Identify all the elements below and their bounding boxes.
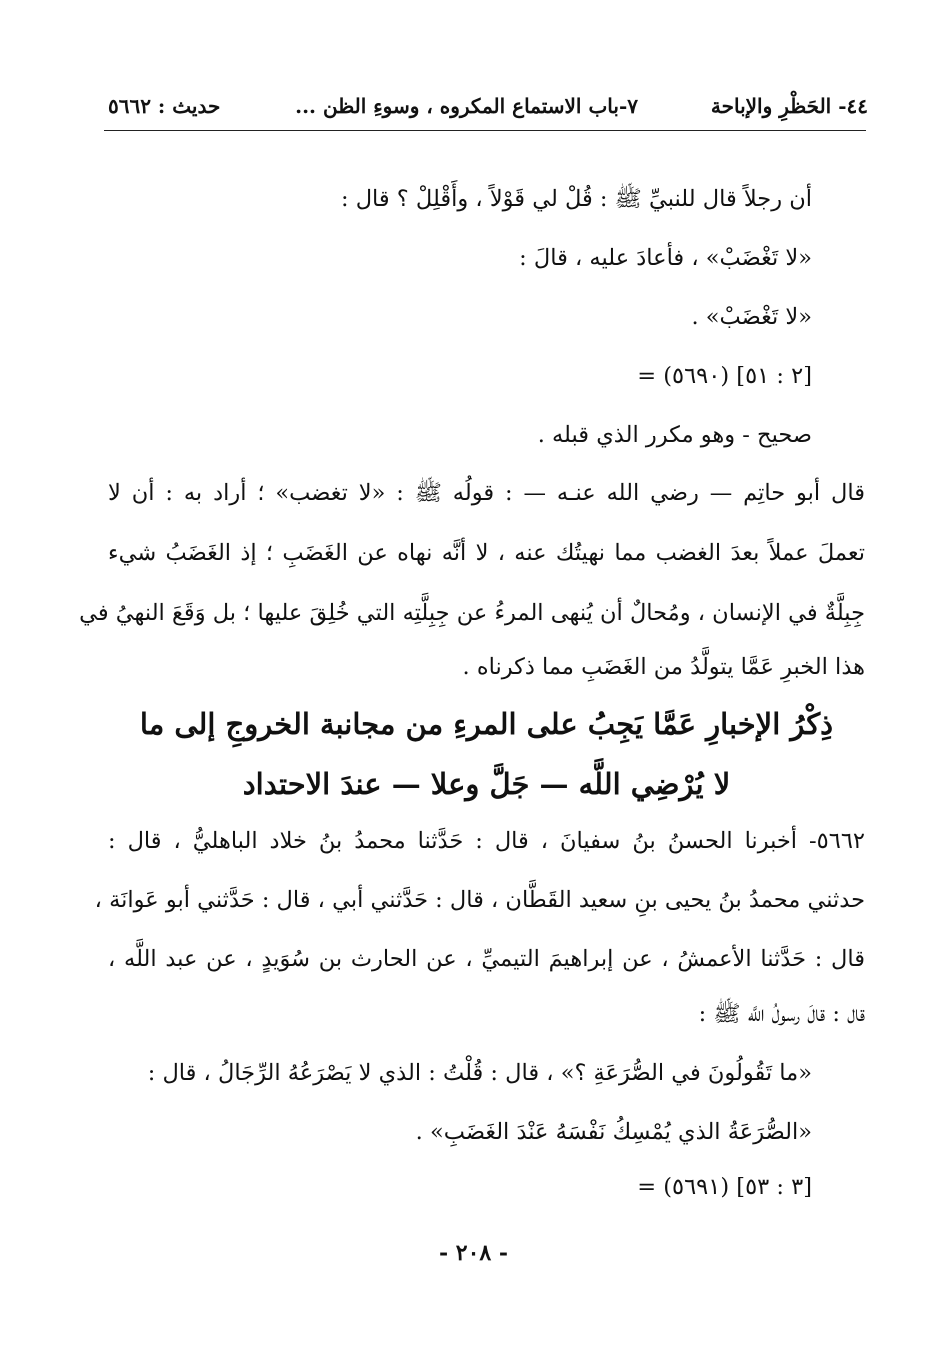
section-heading-line: لا يُرْضِي اللَّه — جَلَّ وعلا — عندَ الاحتداد <box>242 767 731 801</box>
grading-note: صحيح - وهو مكرر الذي قبله . <box>537 422 812 448</box>
hadith-line: أن رجلاً قال للنبيِّ ﷺ : قُلْ لي قَوْلاً ، وأَقْلِلْ ؟ قال : <box>340 186 812 212</box>
section-title: ٧-باب الاستماع المكروه ، وسوءِ الظن ... <box>295 94 638 118</box>
running-header <box>108 94 868 128</box>
commentary-line: تعملَ عملاً بعدَ الغضب مما نهيتُك عنه ، لا أنَّه نهاه عن الغَضَبِ ؛ إذ الغَضَبُ شيء <box>108 540 865 566</box>
chapter-title: ٤٤- الحَظْرِ والإباحة <box>710 94 868 118</box>
commentary-line: قال أبو حاتِم — رضي الله عنـه — : قولُه ﷺ : «لا تغضب» ؛ أراد به : أن لا <box>108 480 865 506</box>
hadith-line: قال : حَدَّثنا الأعمشُ ، عن إبراهيمَ التيميِّ ، عن الحارث بن سُوَيدٍ ، عن عبد اللَّه ، <box>108 946 865 972</box>
hadith-line: قال : قالَ رسولُ اللَّه ﷺ : <box>698 1001 865 1027</box>
hadith-line: ٥٦٦٢- أخبرنا الحسنُ بنُ سفيانَ ، قال : حَدَّثنا محمدُ بنُ خلاد الباهليُّ ، قال : <box>108 828 865 854</box>
cross-reference: = (٥٦٩٠) [٢ : ٥١] <box>637 363 812 389</box>
hadith-line: «لا تَغْضَبْ» ، فأعادَ عليه ، قالَ : <box>519 245 812 271</box>
commentary-line: جِبِلَّةٌ في الإنسان ، ومُحالٌ أن يُنهى المرءُ عن جِبِلَّتِه التي خُلِقَ عليها ؛ بل وَقَعَ النهيُ في <box>79 600 865 626</box>
header-rule <box>104 130 866 131</box>
hadith-line: «لا تَغْضَبْ» . <box>691 304 812 330</box>
section-heading-line: ذِكْرُ الإخبارِ عَمَّا يَجِبُ على المرءِ من مجانبة الخروجِ إلى ما <box>139 707 834 741</box>
hadith-line: حدثني محمدُ بنُ يحيى بنِ سعيد القَطَّان ، قال : حَدَّثني أبي ، قال : حَدَّثني أبو عَوانَة ، <box>94 887 865 913</box>
page-number: - ٢٠٨ - <box>438 1240 509 1266</box>
cross-reference: = (٥٦٩١) [٣ : ٥٣] <box>637 1174 812 1200</box>
hadith-line: «الصُّرَعَةُ الذي يُمْسِكُ نَفْسَهُ عَنْدَ الغَضَبِ» . <box>415 1119 812 1145</box>
hadith-line: «ما تَقُولُونَ في الصُّرَعَةِ ؟» ، قال : قُلْتُ : الذي لا يَصْرَعُهُ الرِّجَالُ ، قال : <box>147 1060 812 1086</box>
commentary-line: هذا الخبرِ عَمَّا يتولَّدُ من الغَضَبِ مما ذكرناه . <box>462 654 865 680</box>
hadith-number: حديث : ٥٦٦٢ <box>108 94 221 118</box>
